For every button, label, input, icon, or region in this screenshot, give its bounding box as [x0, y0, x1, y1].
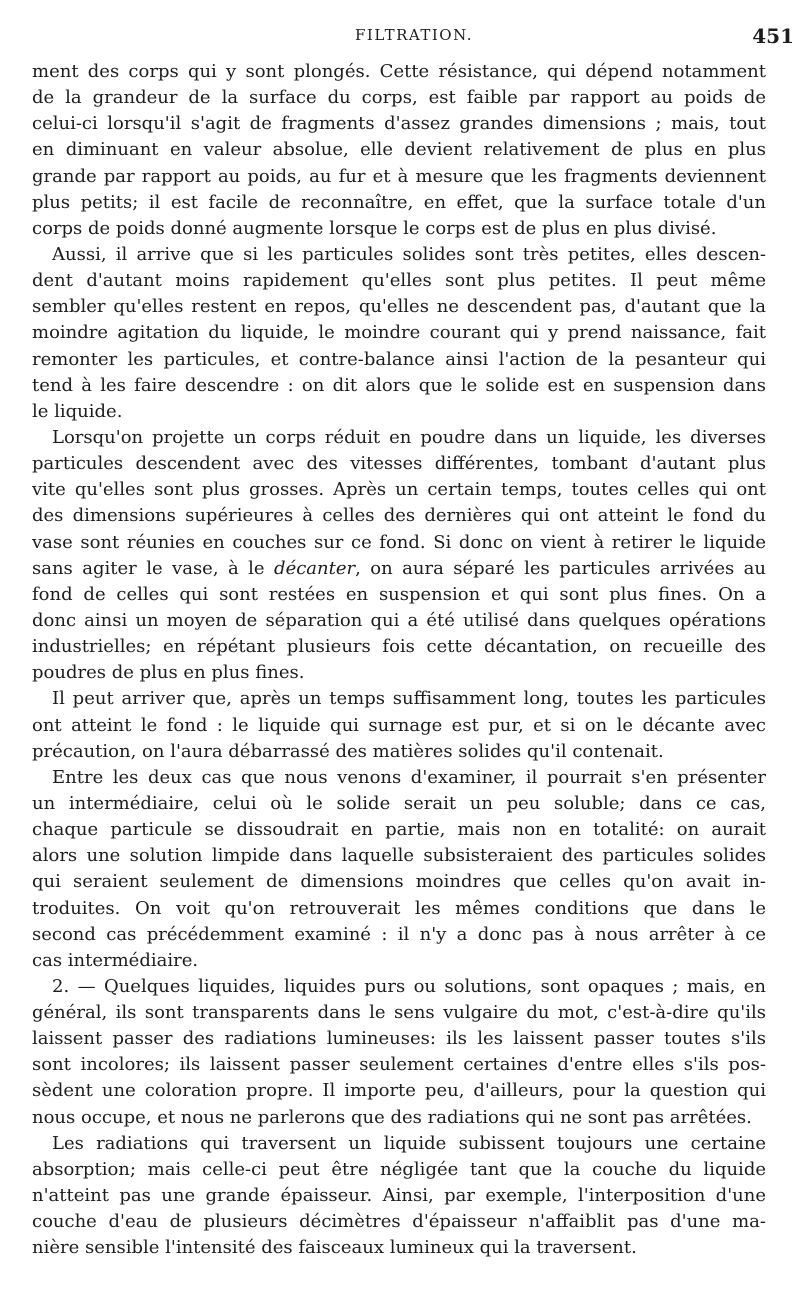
text-line-content: Entre les deux cas que nous venons d'examiner, il pourrait s'en présenter [52, 766, 766, 788]
text-line-content: un intermédiaire, celui où le solide serait un peu soluble; dans ce cas, [32, 792, 766, 814]
text-line-content: donc ainsi un moyen de séparation qui a été utilisé dans quelques opérations [32, 609, 766, 631]
running-title: FILTRATION. [355, 26, 474, 44]
text-line-content: ment des corps qui y sont plongés. Cette résistance, qui dépend notamment [32, 61, 766, 82]
text-line [32, 974, 766, 1000]
text-line-content: Il peut arriver que, après un temps suffisamment long, toutes les particules [52, 688, 766, 710]
text-line-content: sembler qu'elles restent en repos, qu'elles ne descendent pas, d'autant que la [32, 296, 766, 318]
text-line [32, 896, 766, 922]
text-line [32, 1000, 766, 1026]
text-line-content: couche d'eau de plusieurs décimètres d'épaisseur n'affaiblit pas d'une ma- [32, 1211, 766, 1233]
text-line-content: général, ils sont transparents dans le sens vulgaire du mot, c'est-à-dire qu'ils [32, 1002, 766, 1024]
text-line [32, 1235, 766, 1261]
text-line-content: vite qu'elles sont plus grosses. Après un certain temps, toutes celles qui ont [32, 479, 766, 501]
text-line-content: corps de poids donné augmente lorsque le corps est de plus en plus divisé. [32, 217, 717, 239]
emphasized-term: décanter [274, 557, 356, 579]
body-text [32, 59, 766, 1261]
text-line-content: grande par rapport au poids, au fur et à mesure que les fragments deviennent [32, 165, 766, 187]
text-line [32, 922, 766, 948]
text-line [32, 765, 766, 791]
text-line-content: particules descendent avec des vitesses différentes, tombant d'autant plus [32, 453, 766, 475]
text-line [32, 503, 766, 529]
text-line [32, 1078, 766, 1104]
text-line [32, 59, 766, 85]
text-line-content: second cas précédemment examiné : il n'y a donc pas à nous arrêter à ce [32, 923, 766, 945]
text-line-content: sont incolores; ils laissent passer seulement certaines d'entre elles s'ils pos- [32, 1054, 766, 1076]
text-line-content: en diminuant en valeur absolue, elle devient relativement de plus en plus [32, 139, 766, 161]
text-line-content: nière sensible l'intensité des faisceaux lumineux qui la traversent. [32, 1237, 637, 1259]
text-line-content: n'atteint pas une grande épaisseur. Ainsi, par exemple, l'interposition d'une [32, 1185, 766, 1207]
text-line-content: sèdent une coloration propre. Il importe peu, d'ailleurs, pour la question qui [32, 1080, 766, 1102]
text-line [32, 556, 766, 582]
text-line [32, 948, 766, 974]
text-line [32, 242, 766, 268]
text-line-content: précaution, on l'aura débarrassé des matières solides qu'il contenait. [32, 740, 664, 762]
text-line-content: tend à les faire descendre : on dit alors que le solide est en suspension dans [32, 374, 766, 396]
text-line-content: chaque particule se dissoudrait en partie, mais non en totalité: on aurait [32, 819, 766, 841]
text-line [32, 268, 766, 294]
text-line-content: Aussi, il arrive que si les particules solides sont très petites, elles descen- [52, 243, 766, 265]
text-line [32, 477, 766, 503]
text-line-content: alors une solution limpide dans laquelle subsisteraient des particules solides [32, 845, 766, 867]
text-line-content: dent d'autant moins rapidement qu'elles sont plus petites. Il peut même [32, 270, 766, 292]
text-line-content: troduites. On voit qu'on retrouverait les mêmes conditions que dans le [32, 897, 766, 919]
text-line [32, 294, 766, 320]
text-line-content: le liquide. [32, 400, 123, 422]
text-line [32, 111, 766, 137]
text-line [32, 216, 766, 242]
text-line [32, 739, 766, 765]
text-line-content: absorption; mais celle-ci peut être négligée tant que la couche du liquide [32, 1158, 766, 1180]
text-line [32, 425, 766, 451]
page-number: 451 [752, 24, 794, 48]
page-header [0, 26, 800, 50]
text-line-content: laissent passer des radiations lumineuses: ils les laissent passer toutes s'ils [32, 1028, 766, 1050]
text-line [32, 164, 766, 190]
text-line-content: qui seraient seulement de dimensions moindres que celles qu'on avait in- [32, 871, 766, 893]
text-line-content: celui-ci lorsqu'il s'agit de fragments d'assez grandes dimensions ; mais, tout [32, 113, 766, 135]
text-line-content: moindre agitation du liquide, le moindre courant qui y prend naissance, fait [32, 322, 766, 344]
text-line [32, 347, 766, 373]
text-line-content: fond de celles qui sont restées en suspension et qui sont plus fines. On a [32, 583, 766, 605]
text-line [32, 686, 766, 712]
text-line [32, 1209, 766, 1235]
text-line [32, 1105, 766, 1131]
text-line [32, 1026, 766, 1052]
text-line [32, 320, 766, 346]
text-line-content: plus petits; il est facile de reconnaître, en effet, que la surface totale d'un [32, 191, 766, 213]
text-line [32, 1157, 766, 1183]
text-line-content: nous occupe, et nous ne parlerons que des radiations qui ne sont pas arrêtées. [32, 1106, 752, 1128]
text-line [32, 1052, 766, 1078]
text-line [32, 190, 766, 216]
text-line-content: sans agiter le vase, à le [32, 557, 265, 579]
text-line-content: des dimensions supérieures à celles des dernières qui ont atteint le fond du [32, 505, 766, 527]
text-line-content: Les radiations qui traversent un liquide subissent toujours une certaine [52, 1132, 766, 1154]
text-line-content: cas intermédiaire. [32, 949, 199, 971]
text-line [32, 634, 766, 660]
text-line-content: ont atteint le fond : le liquide qui surnage est pur, et si on le décante avec [32, 714, 766, 736]
text-line-content: poudres de plus en plus fines. [32, 662, 305, 684]
text-line [32, 451, 766, 477]
text-line [32, 530, 766, 556]
text-line [32, 373, 766, 399]
text-line [32, 1131, 766, 1157]
text-line [32, 791, 766, 817]
text-line [32, 869, 766, 895]
text-line-content: Lorsqu'on projette un corps réduit en poudre dans un liquide, les diverses [52, 426, 766, 448]
text-line-content: 2. — Quelques liquides, liquides purs ou solutions, sont opaques ; mais, en [52, 975, 766, 997]
text-line [32, 1183, 766, 1209]
text-line-content: industrielles; en répétant plusieurs fois cette décantation, on recueille des [32, 636, 766, 658]
text-line-content: de la grandeur de la surface du corps, est faible par rapport au poids de [32, 87, 766, 109]
text-line [32, 399, 766, 425]
text-line-content: remonter les particules, et contre-balance ainsi l'action de la pesanteur qui [32, 348, 766, 370]
text-line [32, 582, 766, 608]
text-line [32, 713, 766, 739]
text-line [32, 843, 766, 869]
text-line [32, 817, 766, 843]
text-line [32, 608, 766, 634]
text-line [32, 660, 766, 686]
text-line [32, 85, 766, 111]
text-line [32, 137, 766, 163]
text-line-continuation: , on aura séparé les particules arrivées au [355, 557, 766, 579]
text-line-content: vase sont réunies en couches sur ce fond. Si donc on vient à retirer le liquide [32, 531, 766, 553]
